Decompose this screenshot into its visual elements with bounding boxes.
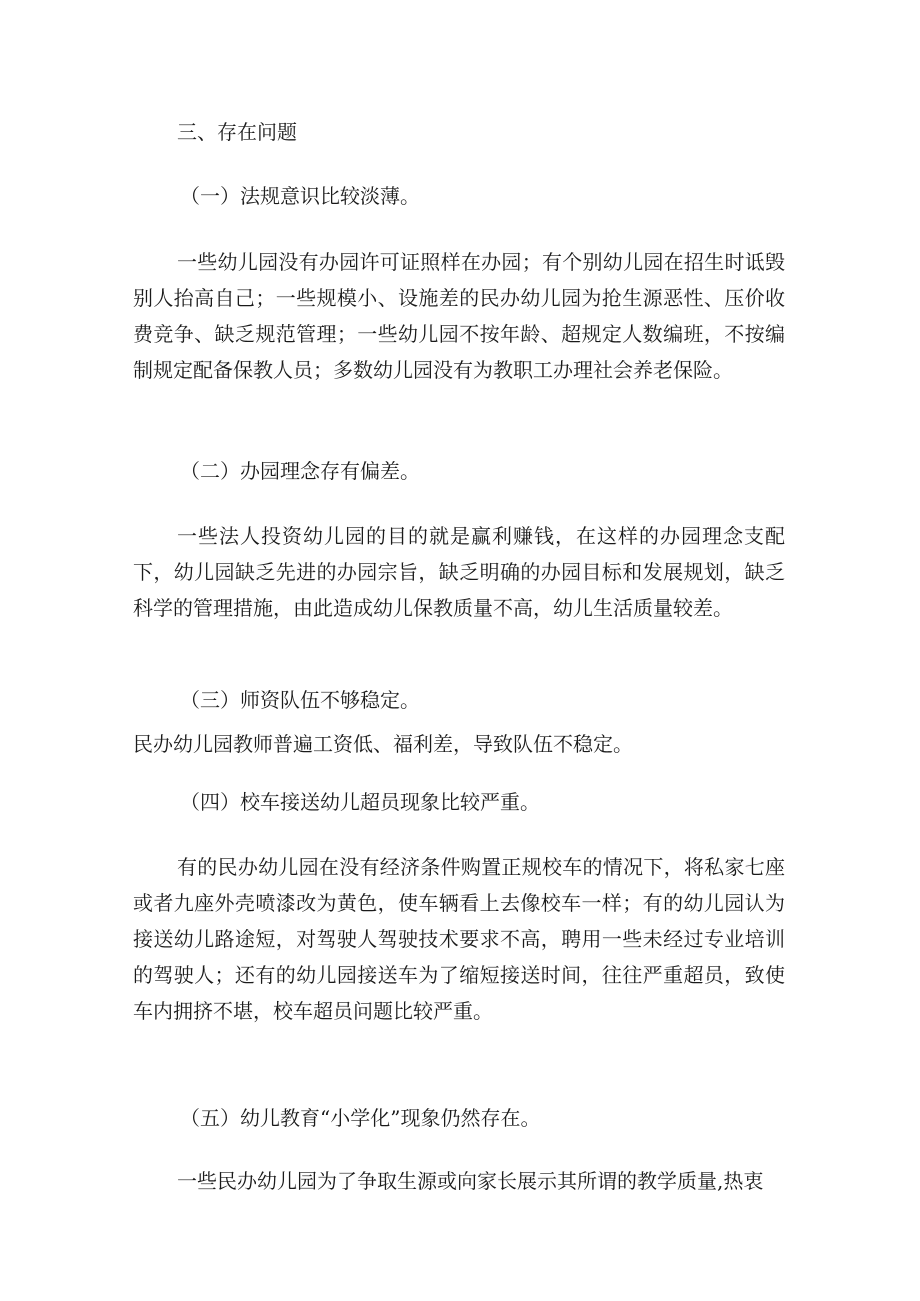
- item-2-heading: （二）办园理念存有偏差。: [180, 459, 420, 483]
- item-5-body: 一些民办幼儿园为了争取生源或向家长展示其所谓的教学质量,热衷: [177, 1169, 764, 1193]
- item-3-heading: （三）师资队伍不够稳定。: [180, 688, 420, 712]
- item-1-body: 一些幼儿园没有办园许可证照样在办园；有个别幼儿园在招生时诋毁别人抬高自己；一些规模小、设施差的民办幼儿园为抢生源恶性、压价收费竞争、缺乏规范管理；一些幼儿园不按年龄、超规定人数编班，不按编制规定配备保教人员；多数幼儿园没有为教职工办理社会养老保险。: [133, 250, 785, 382]
- item-4-heading: （四）校车接送幼儿超员现象比较严重。: [180, 790, 540, 814]
- item-1-heading: （一）法规意识比较淡薄。: [180, 184, 420, 208]
- item-5-heading: （五）幼儿教育“小学化”现象仍然存在。: [180, 1106, 541, 1130]
- item-2-body: 一些法人投资幼儿园的目的就是赢利赚钱，在这样的办园理念支配下，幼儿园缺乏先进的办园宗旨，缺乏明确的办园目标和发展规划，缺乏科学的管理措施，由此造成幼儿保教质量不高，幼儿生活质量较差。: [133, 524, 785, 620]
- item-4-body: 有的民办幼儿园在没有经济条件购置正规校车的情况下，将私家七座或者九座外壳喷漆改为黄色，使车辆看上去像校车一样；有的幼儿园认为接送幼儿路途短，对驾驶人驾驶技术要求不高，聘用一些未经过专业培训的驾驶人；还有的幼儿园接送车为了缩短接送时间，往往严重超员，致使车内拥挤不堪，校车超员问题比较严重。: [133, 855, 785, 1023]
- section-title: 三、存在问题: [177, 120, 297, 144]
- item-3-body: 民办幼儿园教师普遍工资低、福利差，导致队伍不稳定。: [133, 732, 633, 756]
